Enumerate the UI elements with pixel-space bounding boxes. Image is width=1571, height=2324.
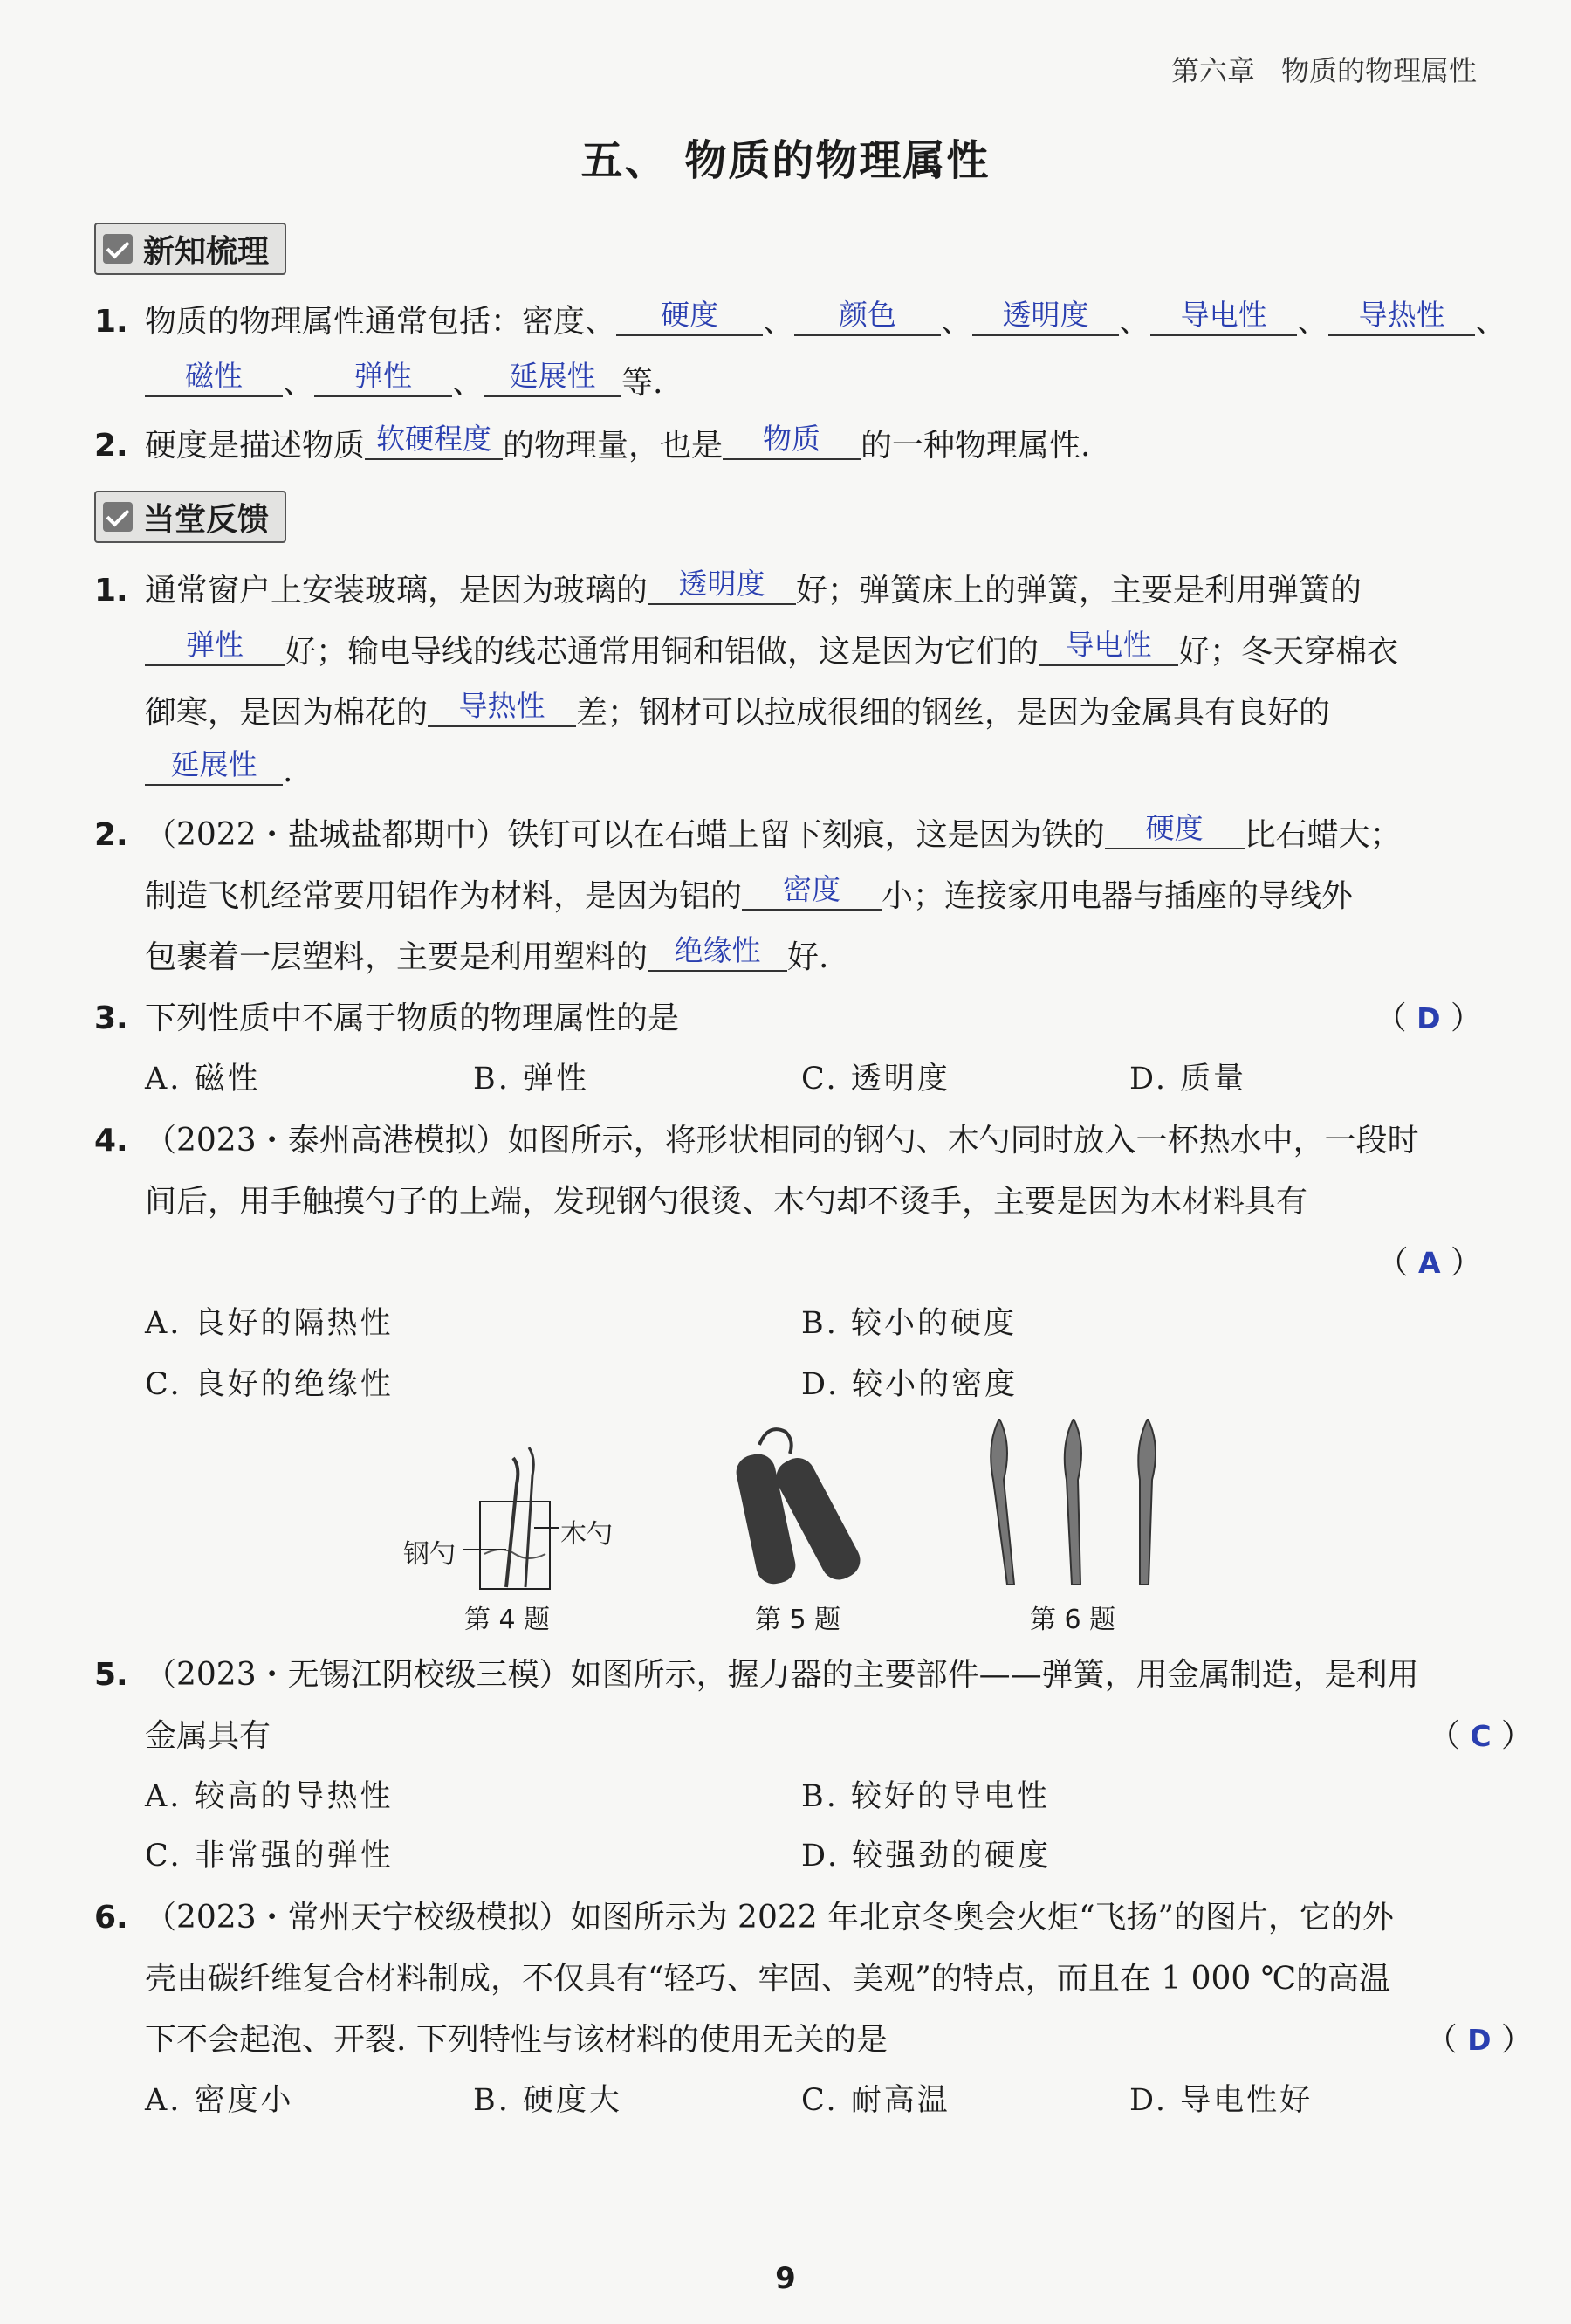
text: （2023・泰州高港模拟）如图所示，将形状相同的钢勺、木勺同时放入一杯热水中，一段时 — [145, 1123, 1419, 1159]
text: 、 — [941, 304, 973, 340]
caption-fig4: 第 4 题 — [464, 1605, 551, 1635]
text: 、 — [1475, 304, 1507, 340]
question-number: 2. — [94, 428, 128, 464]
q4-line2 — [94, 1177, 1533, 1221]
blank — [648, 568, 796, 605]
answer: 弹性 — [186, 628, 244, 662]
q1-line1 — [94, 566, 1482, 610]
option-a: A. 较高的导热性 — [145, 1779, 394, 1814]
option-b: B. 较小的硬度 — [801, 1306, 1017, 1341]
option-c: C. 良好的绝缘性 — [145, 1367, 394, 1402]
text: （ — [1375, 1000, 1407, 1036]
text: 差；钢材可以拉成很细的钢丝，是因为金属具有良好的 — [576, 695, 1331, 731]
text: 下不会起泡、开裂. 下列特性与该材料的使用无关的是 — [145, 2022, 888, 2058]
answer: 弹性 — [354, 359, 413, 393]
blank — [648, 935, 787, 972]
text: 比石蜡大； — [1244, 817, 1402, 853]
question-number: 1. — [94, 573, 128, 609]
text: 御寒，是因为棉花的 — [145, 695, 429, 731]
answer: 透明度 — [678, 567, 765, 601]
label-wood-spoon: 木勺 — [560, 1519, 613, 1550]
q5-line2 — [94, 1711, 1533, 1756]
text: 、 — [763, 304, 795, 340]
answer-parens — [1426, 2015, 1533, 2059]
blank — [428, 691, 576, 727]
checkbox-icon — [103, 502, 133, 532]
option-b: B. 较好的导电性 — [801, 1779, 1050, 1814]
text: 硬度是描述物质 — [145, 428, 366, 464]
answer: 物质 — [763, 422, 821, 456]
blank — [794, 299, 941, 336]
q3-stem — [94, 994, 1482, 1038]
option-a: A. 密度小 — [145, 2083, 294, 2118]
option-d: D. 导电性好 — [1129, 2083, 1314, 2118]
blank — [1105, 813, 1245, 849]
torch-2 — [1065, 1419, 1081, 1585]
text: 、 — [1297, 304, 1329, 340]
caption-fig6: 第 6 题 — [1030, 1605, 1116, 1635]
running-header — [1171, 49, 1477, 89]
text: 金属具有 — [145, 1718, 271, 1754]
k2-line — [94, 421, 1482, 465]
blank — [616, 299, 763, 336]
q4-line1 — [94, 1116, 1482, 1160]
q2-line3 — [94, 932, 1533, 977]
text: 等. — [621, 365, 663, 401]
answer: 软硬程度 — [376, 422, 492, 456]
text: 物质的物理属性通常包括：密度、 — [145, 304, 617, 340]
text: 包裹着一层塑料，主要是利用塑料的 — [145, 939, 648, 975]
answer: 绝缘性 — [674, 933, 761, 967]
blank — [145, 361, 283, 397]
text: 好；输电导线的线芯通常用铜和铝做，这是因为它们的 — [285, 634, 1039, 670]
text: ） — [1450, 1000, 1482, 1036]
option-b: B. 硬度大 — [473, 2083, 622, 2118]
section-label: 当堂反馈 — [143, 501, 270, 538]
section-heading-feedback — [94, 491, 286, 543]
question-number: 6. — [94, 1900, 128, 1936]
option-b: B. 弹性 — [473, 1062, 589, 1097]
blank — [314, 361, 452, 397]
checkbox-icon — [103, 234, 133, 264]
text: （ — [1376, 1245, 1409, 1281]
k1-line1 — [94, 297, 1507, 341]
question-number: 2. — [94, 817, 128, 853]
question-number: 3. — [94, 1000, 128, 1036]
text: ） — [1450, 1245, 1482, 1281]
answer: 密度 — [783, 872, 841, 906]
question-number: 4. — [94, 1123, 128, 1159]
option-a: A. 磁性 — [145, 1062, 261, 1097]
section-heading-knowledge — [94, 223, 286, 275]
question-number: 5. — [94, 1657, 128, 1693]
answer: 硬度 — [1145, 811, 1204, 845]
blank — [1150, 299, 1297, 336]
text: 、 — [1119, 304, 1151, 340]
option-d: D. 较强劲的硬度 — [801, 1839, 1052, 1874]
steel-spoon — [506, 1458, 518, 1587]
text: . — [283, 753, 293, 789]
q6-line3 — [94, 2015, 1533, 2059]
answer: 导热性 — [1358, 298, 1445, 332]
blank — [1328, 299, 1475, 336]
torch-1 — [991, 1419, 1014, 1585]
chapter-section: 物质的物理属性 — [1280, 54, 1477, 87]
answer: 磁性 — [185, 359, 243, 393]
page-title: 五、 物质的物理属性 — [580, 136, 991, 185]
answer: 导热性 — [458, 689, 545, 723]
answer: 颜色 — [839, 298, 897, 332]
spring — [759, 1429, 792, 1454]
text: 好；弹簧床上的弹簧，主要是利用弹簧的 — [796, 573, 1362, 609]
text: 、 — [452, 365, 484, 401]
option-d: D. 质量 — [1129, 1062, 1247, 1097]
answer: D — [1417, 1001, 1441, 1035]
blank — [972, 299, 1119, 336]
q1-line3 — [94, 688, 1533, 732]
q1-line2 — [94, 627, 1533, 671]
text: 小；连接家用电器与插座的导线外 — [882, 878, 1354, 914]
blank — [723, 423, 861, 460]
q5-line1 — [94, 1650, 1482, 1695]
q6-line1 — [94, 1893, 1482, 1937]
answer: 导电性 — [1065, 628, 1152, 662]
blank — [145, 749, 283, 786]
blank — [145, 629, 285, 666]
torch-3 — [1138, 1419, 1156, 1585]
text: 壳由碳纤维复合材料制成，不仅具有“轻巧、牢固、美观”的特点，而且在 1 000 ℃的高温 — [145, 1961, 1391, 1997]
caption-fig5: 第 5 题 — [755, 1605, 841, 1635]
text: （ — [1425, 2022, 1458, 2058]
question-number: 1. — [94, 304, 128, 340]
chapter-label: 第六章 — [1170, 54, 1255, 87]
blank — [1039, 629, 1178, 666]
text: （2022・盐城盐都期中）铁钉可以在石蜡上留下刻痕，这是因为铁的 — [145, 817, 1105, 853]
option-a: A. 良好的隔热性 — [145, 1306, 394, 1341]
page-number: 9 — [775, 2261, 796, 2296]
answer-parens — [1375, 994, 1482, 1038]
answer: 透明度 — [1002, 298, 1089, 332]
answer: 硬度 — [661, 298, 719, 332]
answer: 延展性 — [509, 359, 596, 393]
label-steel-spoon: 钢勺 — [403, 1539, 456, 1570]
text: （ — [1428, 1718, 1460, 1754]
text: 的物理量，也是 — [503, 428, 724, 464]
answer-parens — [1377, 1238, 1482, 1282]
figure-hand-grip — [724, 1419, 882, 1593]
option-d: D. 较小的密度 — [801, 1367, 1019, 1402]
wooden-spoon — [525, 1447, 533, 1587]
option-c: C. 耐高温 — [801, 2083, 950, 2118]
q2-line2 — [94, 871, 1533, 916]
q1-line4 — [94, 749, 1533, 789]
option-c: C. 非常强的弹性 — [145, 1839, 394, 1874]
answer: C — [1470, 1719, 1492, 1753]
water-surface — [484, 1550, 545, 1558]
text: 下列性质中不属于物质的物理属性的是 — [145, 1000, 680, 1036]
q6-line2 — [94, 1954, 1533, 1998]
text: ） — [1500, 2022, 1533, 2058]
text: （2023・无锡江阴校级三模）如图所示，握力器的主要部件——弹簧，用金属制造，是利用 — [145, 1657, 1419, 1693]
k1-line2 — [94, 358, 1533, 402]
option-c: C. 透明度 — [801, 1062, 950, 1097]
blank — [365, 423, 503, 460]
text: 制造飞机经常要用铝作为材料，是因为铝的 — [145, 878, 743, 914]
text: 、 — [283, 365, 315, 401]
answer: 导电性 — [1180, 298, 1267, 332]
text: 间后，用手触摸勺子的上端，发现钢勺很烫、木勺却不烫手，主要是因为木材料具有 — [145, 1184, 1308, 1220]
text: ） — [1500, 1718, 1533, 1754]
answer: A — [1417, 1246, 1441, 1280]
q2-line1 — [94, 810, 1482, 855]
text: 通常窗户上安装玻璃，是因为玻璃的 — [145, 573, 648, 609]
blank — [742, 874, 882, 911]
answer: 延展性 — [170, 747, 257, 781]
text: （2023・常州天宁校级模拟）如图所示为 2022 年北京冬奥会火炬“飞扬”的图片，它的外 — [145, 1900, 1394, 1936]
answer-parens — [1429, 1711, 1533, 1756]
blank — [484, 361, 621, 397]
text: 好；冬天穿棉衣 — [1178, 634, 1399, 670]
text: 好. — [787, 939, 829, 975]
figure-torches — [978, 1419, 1178, 1593]
text: 的一种物理属性. — [861, 428, 1091, 464]
section-label: 新知梳理 — [143, 233, 270, 270]
answer: D — [1467, 2023, 1492, 2057]
